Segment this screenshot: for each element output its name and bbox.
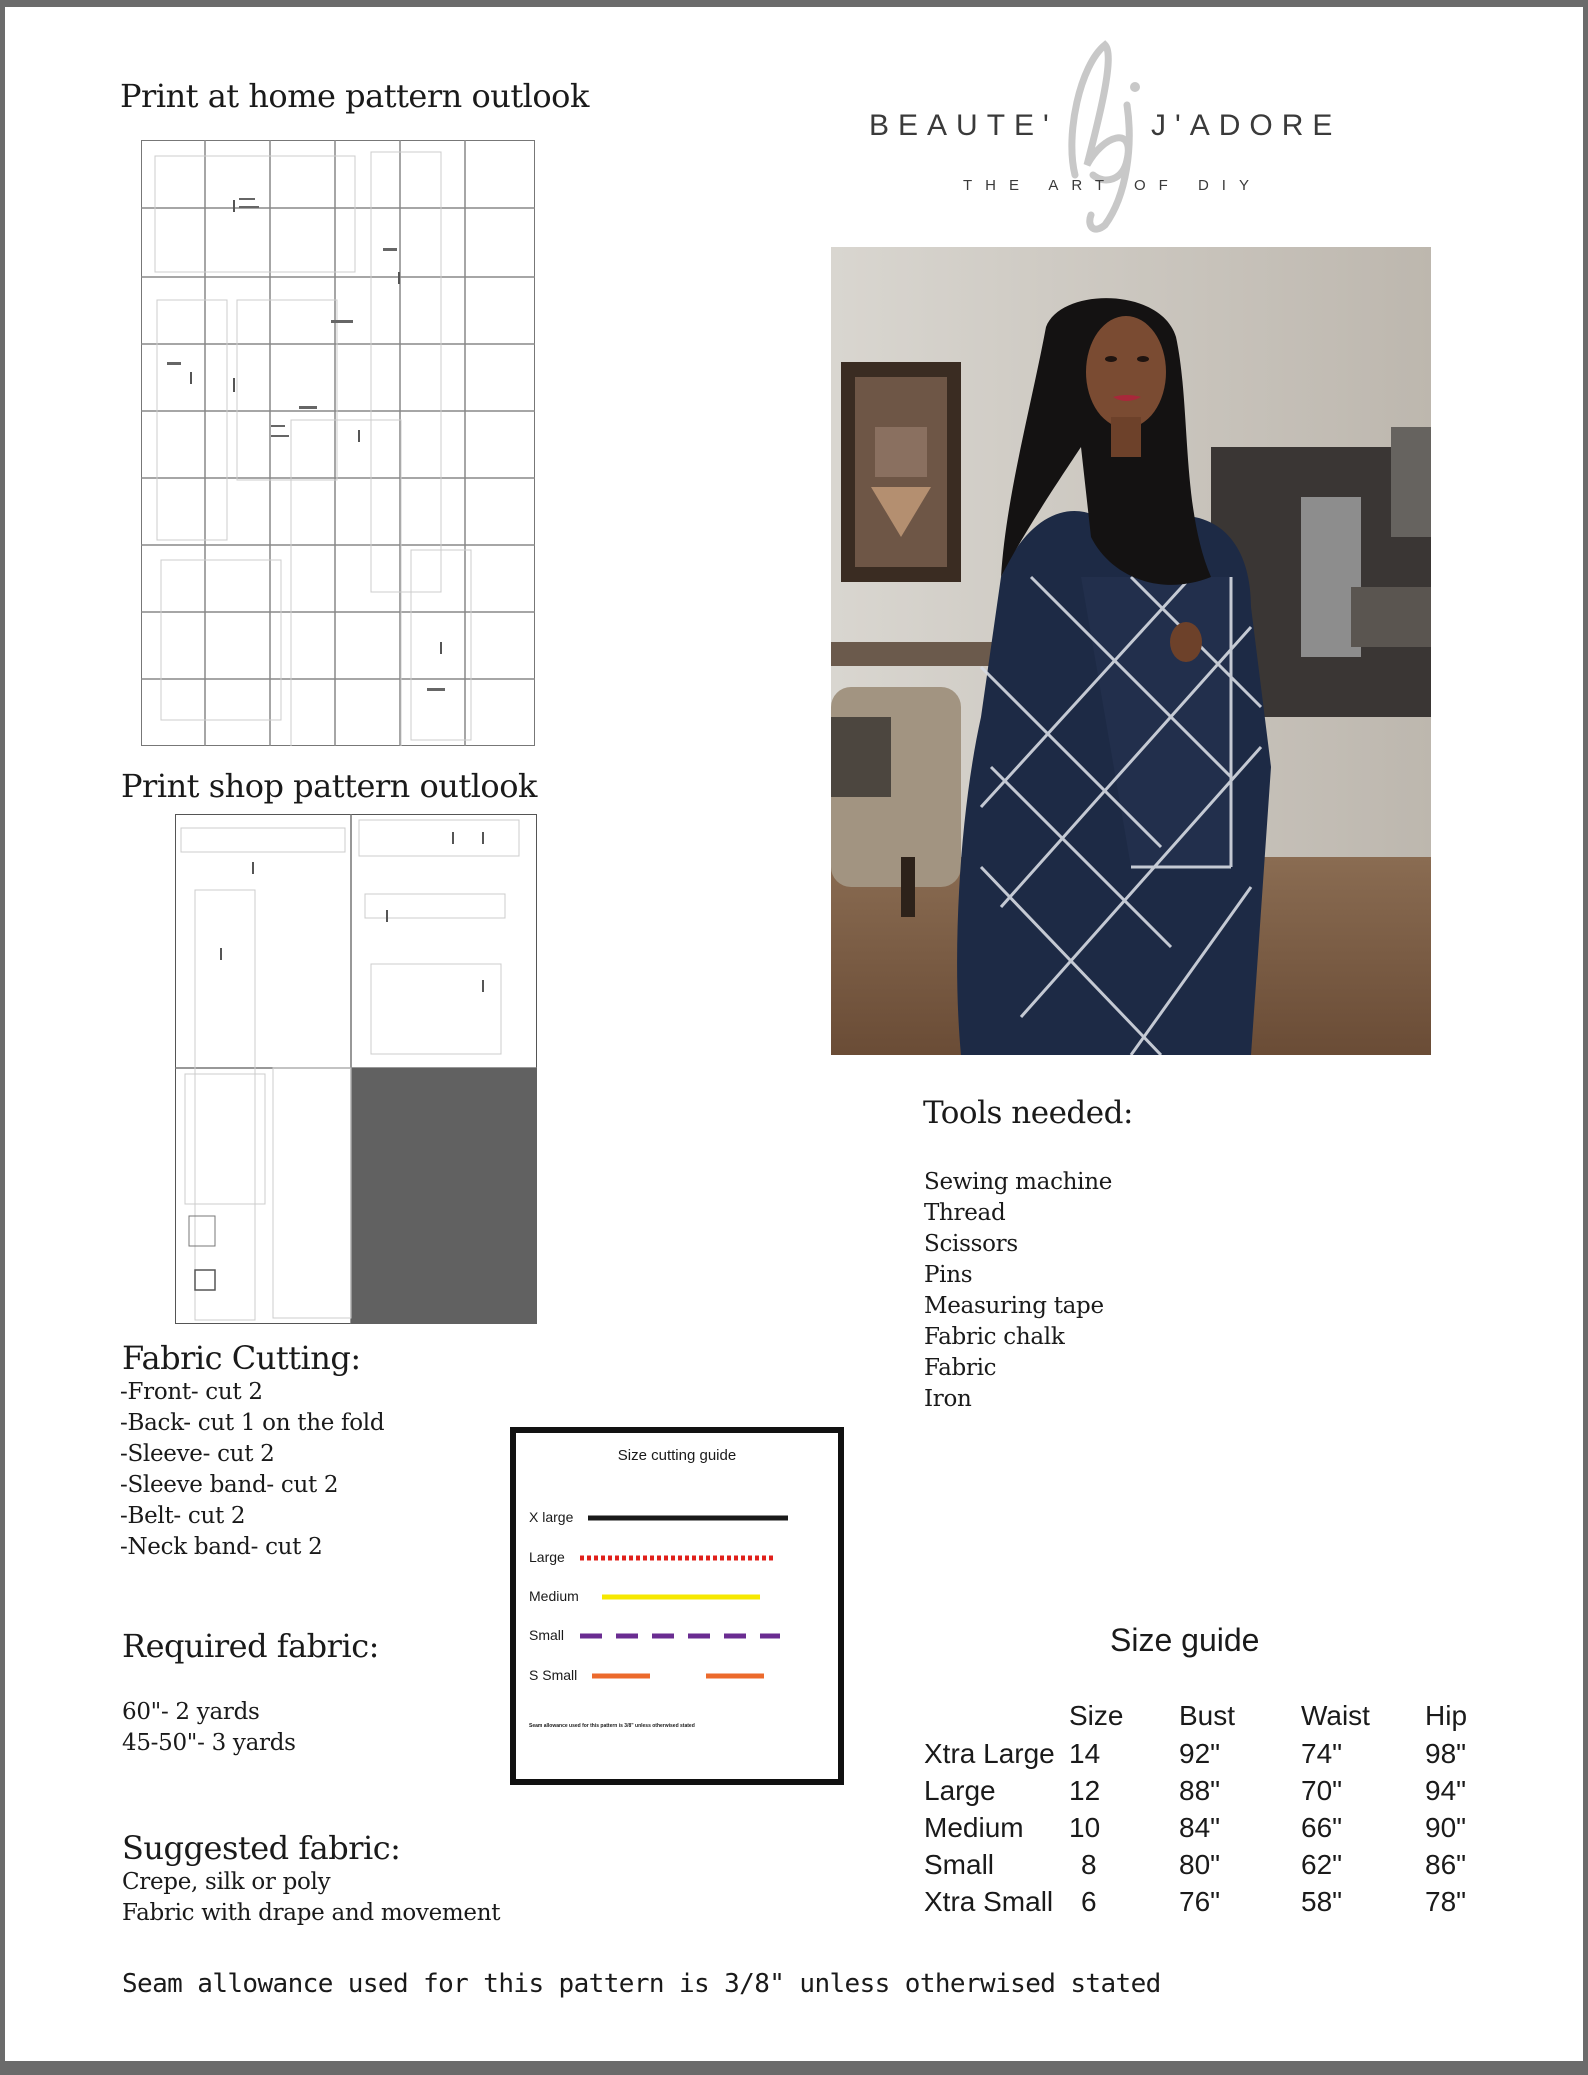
suggested-fabric-title: Suggested fabric:	[122, 1829, 401, 1867]
xlarge-line	[588, 1514, 800, 1522]
list-item: Pins	[924, 1262, 973, 1288]
list-item: Fabric with drape and movement	[122, 1900, 501, 1926]
list-item: Iron	[924, 1386, 972, 1412]
table-cell: 14	[1069, 1737, 1101, 1769]
xsmall-line	[592, 1672, 804, 1680]
fabric-cutting-title: Fabric Cutting:	[122, 1339, 361, 1377]
list-item: Crepe, silk or poly	[122, 1869, 331, 1895]
tools-list	[924, 1167, 1112, 1415]
list-item: -Sleeve- cut 2	[120, 1441, 275, 1467]
table-cell: 78"	[1425, 1885, 1467, 1917]
shop-pattern-thumbnail	[175, 814, 537, 1324]
tools-title: Tools needed:	[923, 1095, 1133, 1131]
table-cell: 90"	[1425, 1811, 1467, 1843]
table-cell: 94"	[1425, 1774, 1467, 1806]
cutting-guide-label: Large	[529, 1549, 565, 1565]
table-cell: 76"	[1179, 1885, 1221, 1917]
size-guide-table	[924, 1697, 1505, 1920]
table-cell: 8	[1081, 1848, 1097, 1880]
table-cell: 70"	[1301, 1774, 1343, 1806]
home-pattern-thumbnail	[141, 140, 535, 746]
list-item: -Sleeve band- cut 2	[120, 1472, 339, 1498]
brand-right-word: J'ADORE	[1151, 109, 1342, 142]
brand-logo	[865, 25, 1342, 235]
size-guide-title: Size guide	[1110, 1622, 1260, 1658]
required-fabric-list	[122, 1697, 296, 1759]
large-line	[580, 1554, 792, 1562]
table-row	[924, 1772, 1505, 1809]
list-item: Scissors	[924, 1231, 1018, 1257]
table-header: Size	[1069, 1700, 1124, 1731]
size-cutting-guide	[510, 1427, 844, 1785]
home-pattern-title: Print at home pattern outlook	[120, 77, 589, 115]
cutting-guide-title: Size cutting guide	[617, 1447, 737, 1464]
required-fabric-title: Required fabric:	[122, 1627, 379, 1665]
table-cell: 88"	[1179, 1774, 1221, 1806]
model-photo	[831, 247, 1431, 1055]
table-row	[924, 1846, 1505, 1883]
table-cell: Medium	[924, 1811, 1024, 1843]
cutting-guide-label: S Small	[529, 1667, 578, 1683]
table-cell: 92"	[1179, 1737, 1221, 1769]
table-cell: 6	[1081, 1885, 1097, 1917]
cutting-guide-label: Small	[529, 1627, 565, 1643]
small-line	[580, 1632, 792, 1640]
list-item: -Belt- cut 2	[120, 1503, 246, 1529]
table-row	[924, 1883, 1505, 1920]
model-photo-icon	[831, 247, 1431, 1055]
table-cell: Large	[924, 1774, 996, 1806]
table-cell: 62"	[1301, 1848, 1343, 1880]
table-cell: 12	[1069, 1774, 1101, 1806]
list-item: Thread	[924, 1200, 1006, 1226]
seam-allowance-note: Seam allowance used for this pattern is 3/8" unless otherwised stated	[122, 1969, 1161, 1999]
cutting-guide-label: Medium	[529, 1588, 579, 1604]
medium-line	[602, 1593, 814, 1601]
table-header: Hip	[1425, 1700, 1468, 1731]
list-item: Measuring tape	[924, 1293, 1104, 1319]
table-cell: 58"	[1301, 1885, 1343, 1917]
table-cell: 74"	[1301, 1737, 1343, 1769]
list-item: 45-50"- 3 yards	[122, 1730, 296, 1756]
list-item: -Front- cut 2	[120, 1379, 263, 1405]
list-item: Fabric	[924, 1355, 997, 1381]
pattern-sheet	[5, 7, 1583, 2061]
table-cell: 86"	[1425, 1848, 1467, 1880]
table-header	[924, 1697, 1069, 1735]
brand-left-word: BEAUTE'	[869, 109, 1058, 142]
brand-tagline: THE ART OF DIY	[963, 177, 1262, 194]
cutting-guide-label: X large	[529, 1509, 574, 1525]
table-header-row	[924, 1697, 1505, 1735]
table-cell: Small	[924, 1848, 995, 1880]
table-cell: 66"	[1301, 1811, 1343, 1843]
table-row	[924, 1809, 1505, 1846]
table-header: Waist	[1301, 1700, 1370, 1731]
list-item: -Back- cut 1 on the fold	[120, 1410, 385, 1436]
table-header: Bust	[1179, 1700, 1236, 1731]
table-cell: 10	[1069, 1811, 1101, 1843]
table-cell: Xtra Large	[924, 1737, 1055, 1769]
suggested-fabric-list	[122, 1867, 500, 1929]
table-row	[924, 1735, 1505, 1772]
list-item: -Neck band- cut 2	[120, 1534, 323, 1560]
table-cell: 84"	[1179, 1811, 1221, 1843]
list-item: Sewing machine	[924, 1169, 1113, 1195]
table-cell: Xtra Small	[924, 1885, 1054, 1917]
shop-pattern-title: Print shop pattern outlook	[121, 767, 537, 805]
table-cell: 80"	[1179, 1848, 1221, 1880]
table-cell: 98"	[1425, 1737, 1467, 1769]
fabric-cutting-list	[120, 1377, 384, 1563]
cutting-guide-footnote: Seam allowance used for this pattern is 3/8" unless otherwised stated	[529, 1723, 695, 1729]
list-item: 60"- 2 yards	[122, 1699, 260, 1725]
list-item: Fabric chalk	[924, 1324, 1065, 1350]
